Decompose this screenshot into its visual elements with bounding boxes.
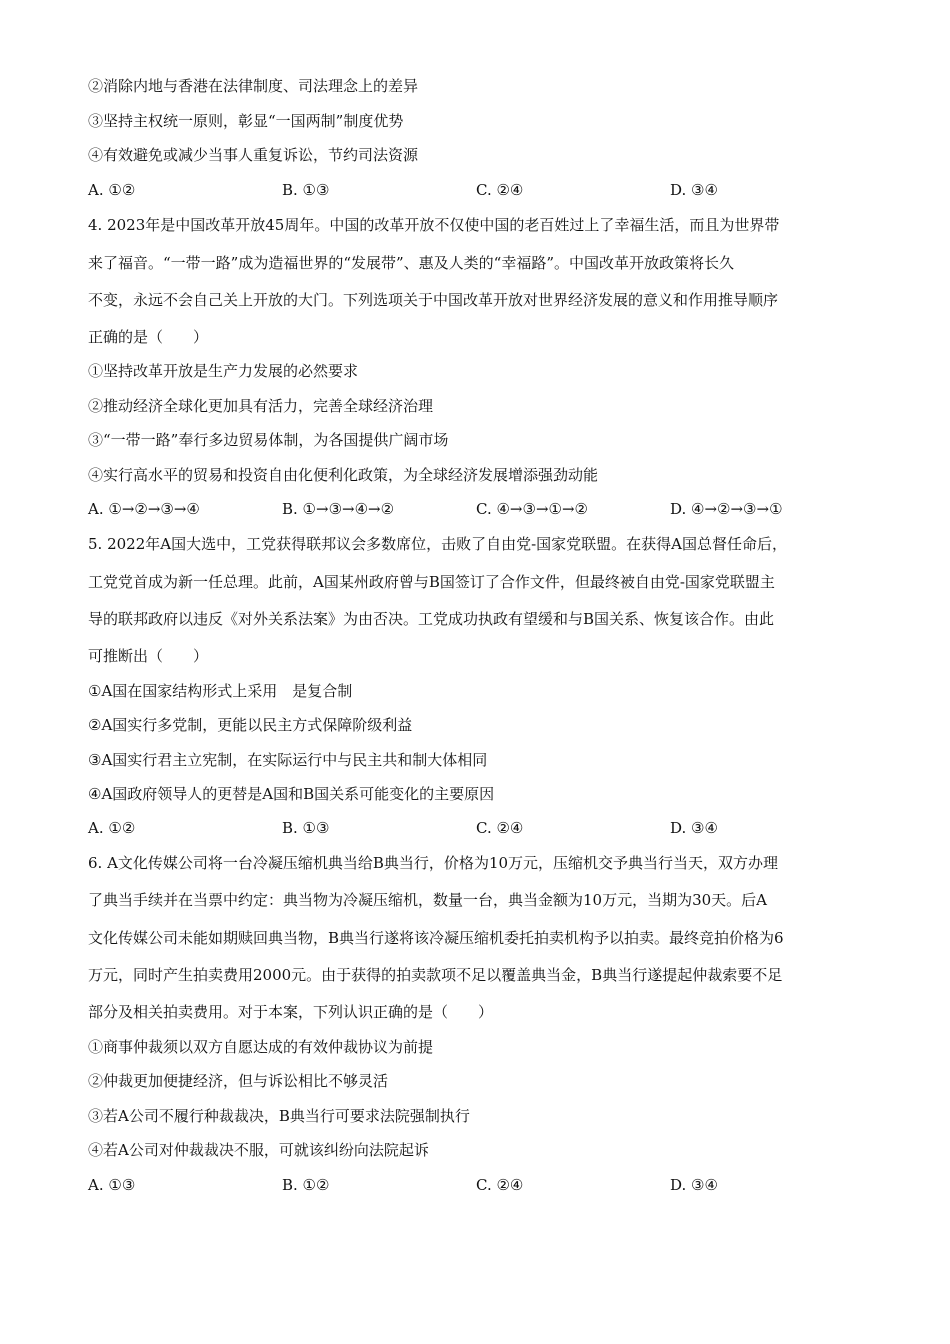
q6-option-b[interactable]: B. ①②	[282, 1176, 330, 1194]
q4-option-a[interactable]: A. ①→②→③→④	[88, 500, 200, 518]
q5-item-3: ③A国实行君主立宪制，在实际运行中与民主共和制大体相同	[88, 751, 488, 769]
q6-option-c[interactable]: C. ②④	[476, 1176, 524, 1194]
q6-stem-line-5: 部分及相关拍卖费用。对于本案，下列认识正确的是（ ）	[88, 1003, 494, 1021]
q3-item-4: ④有效避免或减少当事人重复诉讼，节约司法资源	[88, 146, 419, 164]
q4-options	[88, 499, 868, 519]
q4-item-3: ③“一带一路”奉行多边贸易体制，为各国提供广阔市场	[88, 431, 449, 449]
q4-stem-line-3: 不变，永远不会自己关上开放的大门。下列选项关于中国改革开放对世界经济发展的意义和作用推导顺序	[88, 291, 779, 309]
q5-stem-line-1: 5. 2022年A国大选中，工党获得联邦议会多数席位，击败了自由党-国家党联盟。在获得A国总督任命后，	[88, 535, 787, 553]
q3-options	[88, 180, 868, 200]
q4-option-c[interactable]: C. ④→③→①→②	[476, 500, 588, 518]
q4-item-2: ②推动经济全球化更加具有活力，完善全球经济治理	[88, 397, 434, 415]
q3-item-3: ③坚持主权统一原则，彰显“一国两制”制度优势	[88, 112, 404, 130]
q5-stem-line-3: 导的联邦政府以违反《对外关系法案》为由否决。工党成功执政有望缓和与B国关系、恢复该合作。由此	[88, 610, 775, 628]
q5-option-d[interactable]: D. ③④	[670, 819, 718, 837]
q5-stem-line-4: 可推断出（ ）	[88, 647, 209, 665]
q4-item-1: ①坚持改革开放是生产力发展的必然要求	[88, 362, 359, 380]
q6-stem-line-4: 万元，同时产生拍卖费用2000元。由于获得的拍卖款项不足以覆盖典当金，B典当行遂提起仲裁索要不足	[88, 966, 783, 984]
q4-item-4: ④实行高水平的贸易和投资自由化便利化政策，为全球经济发展增添强劲动能	[88, 466, 599, 484]
q3-item-2: ②消除内地与香港在法律制度、司法理念上的差异	[88, 77, 419, 95]
q6-options	[88, 1175, 868, 1195]
q6-item-4: ④若A公司对仲裁裁决不服，可就该纠纷向法院起诉	[88, 1141, 429, 1159]
q6-option-a[interactable]: A. ①③	[88, 1176, 136, 1194]
q4-option-d[interactable]: D. ④→②→③→①	[670, 500, 783, 518]
q6-item-1: ①商事仲裁须以双方自愿达成的有效仲裁协议为前提	[88, 1038, 434, 1056]
q3-option-a[interactable]: A. ①②	[88, 181, 136, 199]
q5-option-c[interactable]: C. ②④	[476, 819, 524, 837]
q4-stem-line-2: 来了福音。“一带一路”成为造福世界的“发展带”、惠及人类的“幸福路”。中国改革开放政策将长久	[88, 254, 735, 272]
q3-option-c[interactable]: C. ②④	[476, 181, 524, 199]
q6-item-3: ③若A公司不履行种裁裁决，B典当行可要求法院强制执行	[88, 1107, 470, 1125]
q4-stem-line-1: 4. 2023年是中国改革开放45周年。中国的改革开放不仅使中国的老百姓过上了幸福生活，而且为世界带	[88, 216, 780, 234]
q3-option-b[interactable]: B. ①③	[282, 181, 330, 199]
q4-stem-line-4: 正确的是（ ）	[88, 328, 209, 346]
q5-option-b[interactable]: B. ①③	[282, 819, 330, 837]
q6-stem-line-1: 6. A文化传媒公司将一台冷凝压缩机典当给B典当行，价格为10万元，压缩机交予典当行当天，双方办理	[88, 854, 779, 872]
q6-stem-line-3: 文化传媒公司未能如期赎回典当物，B典当行遂将该冷凝压缩机委托拍卖机构予以拍卖。最终竞拍价格为6	[88, 929, 784, 947]
q5-options	[88, 818, 868, 838]
q6-option-d[interactable]: D. ③④	[670, 1176, 718, 1194]
q4-option-b[interactable]: B. ①→③→④→②	[282, 500, 395, 518]
q5-item-1: ①A国在国家结构形式上采用 是复合制	[88, 682, 353, 700]
q5-option-a[interactable]: A. ①②	[88, 819, 136, 837]
q5-item-4: ④A国政府领导人的更替是A国和B国关系可能变化的主要原因	[88, 785, 495, 803]
q5-item-2: ②A国实行多党制，更能以民主方式保障阶级利益	[88, 716, 413, 734]
q3-option-d[interactable]: D. ③④	[670, 181, 718, 199]
q6-stem-line-2: 了典当手续并在当票中约定：典当物为冷凝压缩机，数量一台，典当金额为10万元，当期为30天。后A	[88, 891, 768, 909]
q5-stem-line-2: 工党党首成为新一任总理。此前，A国某州政府曾与B国签订了合作文件，但最终被自由党-国家党联盟主	[88, 573, 775, 591]
q6-item-2: ②仲裁更加便捷经济，但与诉讼相比不够灵活	[88, 1072, 389, 1090]
